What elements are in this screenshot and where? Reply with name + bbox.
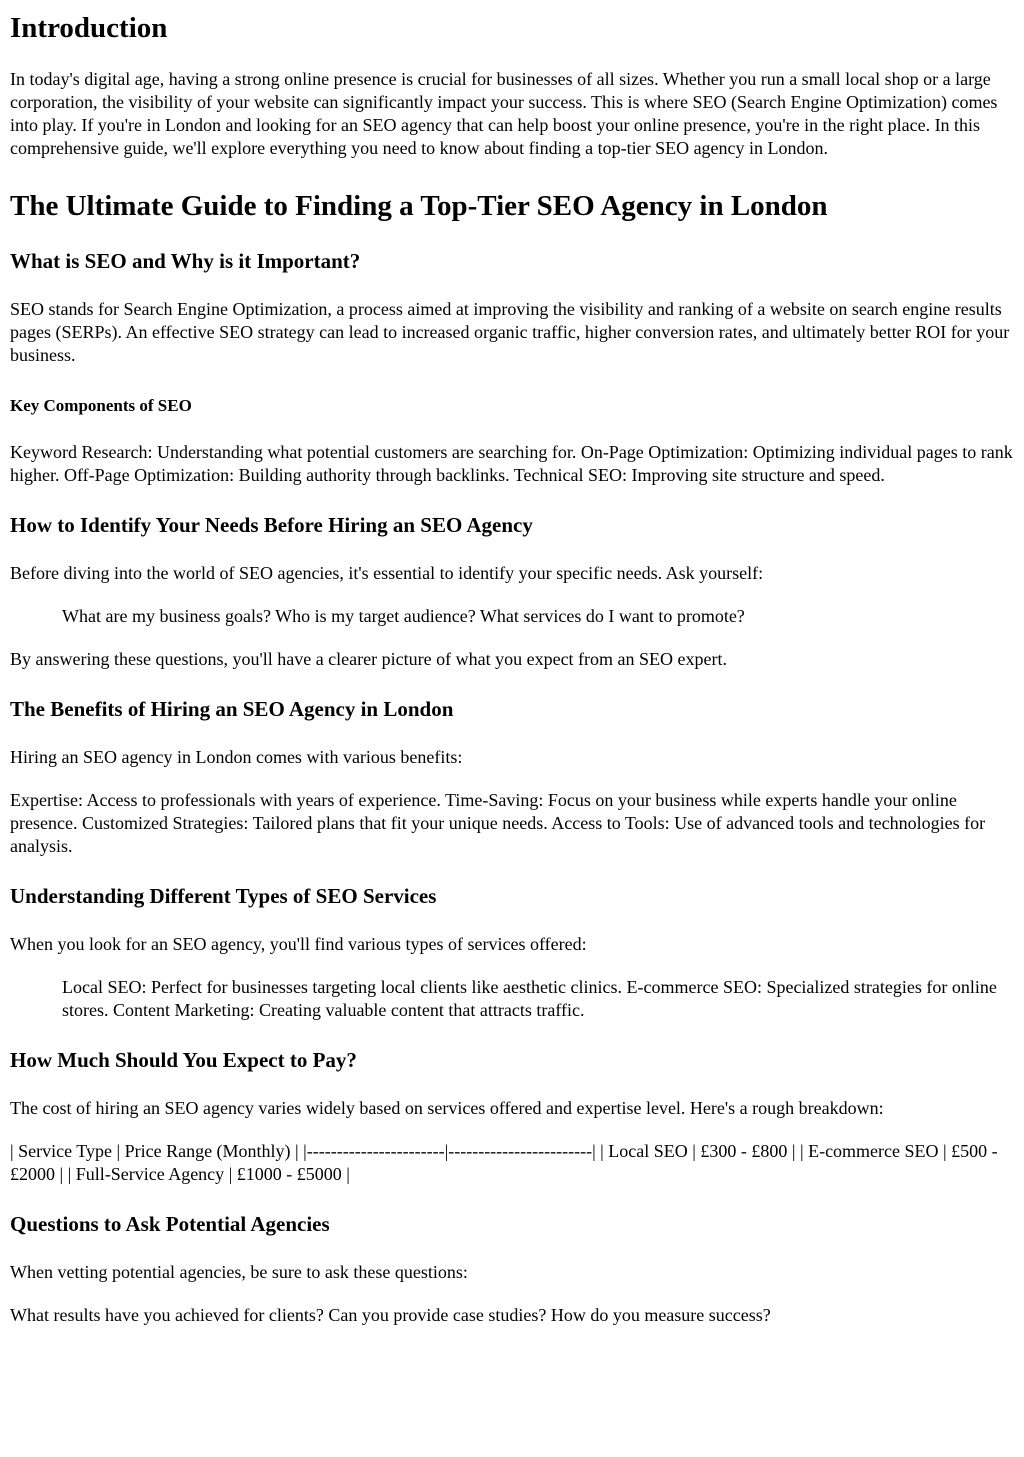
questions-list: What results have you achieved for clients? Can you provide case studies? How do you measure success? — [10, 1305, 771, 1325]
identify-needs-outro: By answering these questions, you'll have a clearer picture of what you expect from an SEO expert. — [10, 649, 728, 669]
identify-needs-intro: Before diving into the world of SEO agencies, it's essential to identify your specific needs. Ask yourself: — [10, 563, 764, 583]
intro-heading: Introduction — [10, 12, 168, 44]
questions-heading: Questions to Ask Potential Agencies — [10, 1212, 330, 1236]
pricing-heading: How Much Should You Expect to Pay? — [10, 1048, 357, 1072]
questions-intro: When vetting potential agencies, be sure to ask these questions: — [10, 1262, 468, 1282]
service-types-list: Local SEO: Perfect for businesses targeting local clients like aesthetic clinics. E-commerce SEO: Specialized strategies for online stores. Content Marketing: Creating valuable content that attracts traffic. — [62, 977, 997, 1020]
intro-paragraph: In today's digital age, having a strong online presence is crucial for businesses of all sizes. Whether you run a small local shop or a large corporation, the visibility of your website can significantly impact your success. This is where SEO (Search Engine Optimization) comes into play. If you're in London and looking for an SEO agency that can help boost your online presence, you're in the right place. In this comprehensive guide, we'll explore everything you need to know about finding a top-tier SEO agency in London. — [10, 69, 998, 158]
article — [0, 11, 1024, 1327]
identify-needs-questions: What are my business goals? Who is my target audience? What services do I want to promote? — [62, 606, 745, 626]
pricing-intro: The cost of hiring an SEO agency varies widely based on services offered and expertise level. Here's a rough breakdown: — [10, 1098, 884, 1118]
identify-needs-heading: How to Identify Your Needs Before Hiring an SEO Agency — [10, 513, 533, 537]
benefits-list: Expertise: Access to professionals with years of experience. Time-Saving: Focus on your business while experts handle your online presence. Customized Strategies: Tailored plans that fit your unique needs. Access to Tools: Use of advanced tools and technologies for analysis. — [10, 790, 986, 856]
key-components-heading: Key Components of SEO — [10, 396, 192, 415]
key-components-paragraph: Keyword Research: Understanding what potential customers are searching for. On-Page Optimization: Optimizing individual pages to rank higher. Off-Page Optimization: Building authority through backlinks. Technical SEO: Improving site structure and speed. — [10, 442, 1013, 485]
benefits-intro: Hiring an SEO agency in London comes with various benefits: — [10, 747, 463, 767]
what-is-seo-heading: What is SEO and Why is it Important? — [10, 249, 361, 273]
pricing-table-text: | Service Type | Price Range (Monthly) | |-----------------------|------------------------| | Local SEO | £300 - £800 | | E-commerce SEO | £500 - £2000 | | Full-Service Agency | £1000 - £5000 | — [10, 1141, 998, 1184]
what-is-seo-paragraph: SEO stands for Search Engine Optimization, a process aimed at improving the visibility and ranking of a website on search engine results pages (SERPs). An effective SEO strategy can lead to increased organic traffic, higher conversion rates, and ultimately better ROI for your business. — [10, 299, 1010, 365]
service-types-intro: When you look for an SEO agency, you'll find various types of services offered: — [10, 934, 587, 954]
guide-title: The Ultimate Guide to Finding a Top-Tier SEO Agency in London — [10, 190, 828, 222]
benefits-heading: The Benefits of Hiring an SEO Agency in London — [10, 697, 454, 721]
service-types-heading: Understanding Different Types of SEO Services — [10, 884, 437, 908]
